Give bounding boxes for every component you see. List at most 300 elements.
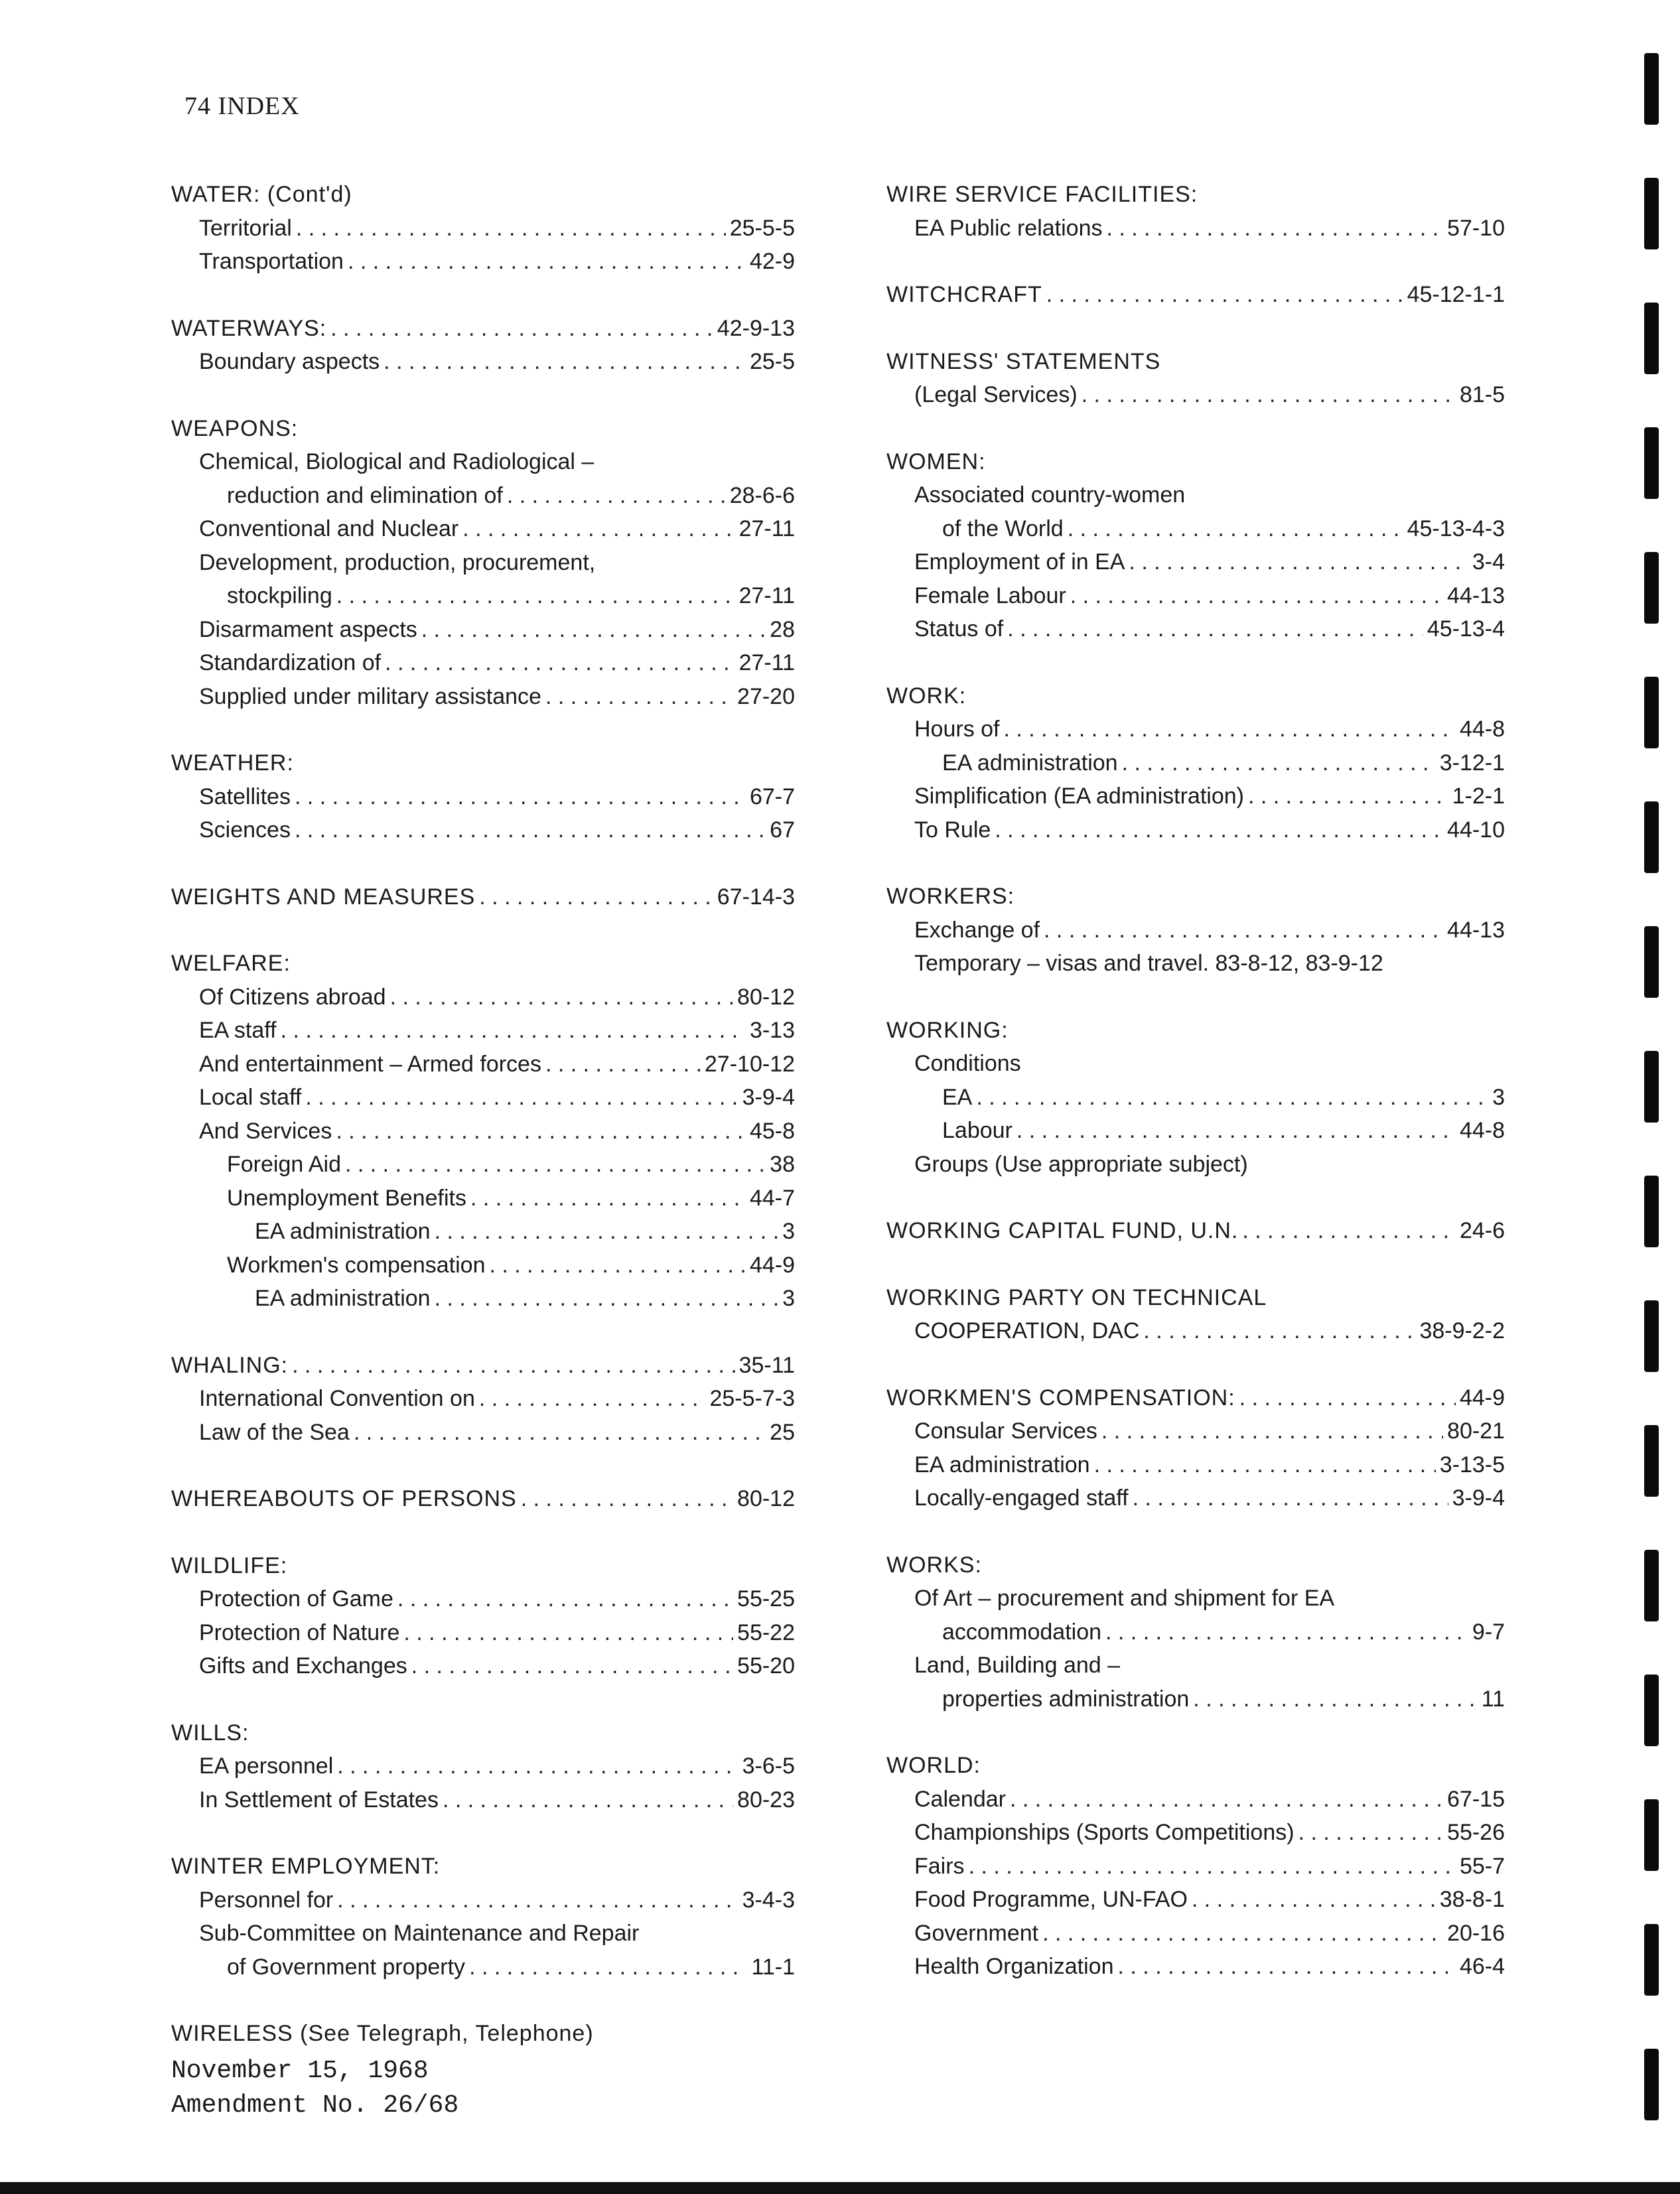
index-reference: 42-9 <box>749 249 795 274</box>
dot-leader <box>1094 1448 1436 1482</box>
index-reference: 3-9-4 <box>1452 1485 1505 1511</box>
index-entry <box>886 1414 1505 1448</box>
index-reference: 55-26 <box>1447 1820 1505 1845</box>
index-term: Exchange of <box>914 917 1040 943</box>
index-entry <box>171 613 795 647</box>
dot-leader <box>1122 746 1436 780</box>
index-term: WHALING: <box>171 1352 289 1378</box>
index-term: Law of the Sea <box>199 1419 350 1445</box>
dot-leader <box>969 1850 1456 1884</box>
index-entry <box>171 1282 795 1316</box>
index-heading <box>171 1349 795 1383</box>
dot-leader <box>1010 1783 1443 1817</box>
index-section <box>171 947 795 1316</box>
index-reference: 44-10 <box>1447 817 1505 843</box>
index-entry <box>171 1115 795 1148</box>
index-entry <box>886 1148 1505 1182</box>
index-reference: 38-9-2-2 <box>1419 1318 1505 1343</box>
index-heading <box>171 1482 795 1516</box>
index-term: And entertainment – Armed forces <box>199 1051 541 1077</box>
index-entry <box>886 1314 1505 1348</box>
index-entry <box>171 1382 795 1416</box>
index-heading <box>171 178 795 212</box>
dot-leader <box>1192 1883 1436 1917</box>
binder-mark <box>1644 1051 1659 1123</box>
index-reference: 45-8 <box>749 1118 795 1144</box>
index-entry <box>886 1883 1505 1917</box>
index-entry <box>886 1816 1505 1850</box>
index-entry <box>886 1783 1505 1817</box>
index-entry <box>886 545 1505 579</box>
index-term: Simplification (EA administration) <box>914 784 1244 809</box>
index-section <box>171 1482 795 1516</box>
index-term: Land, Building and – <box>914 1653 1121 1678</box>
index-section <box>886 1548 1505 1716</box>
index-heading <box>171 746 795 780</box>
index-term: Female Labour <box>914 583 1066 608</box>
index-entry <box>171 1081 795 1115</box>
dot-leader <box>403 1616 733 1650</box>
index-term: Fairs <box>914 1853 965 1879</box>
index-term: WEAPONS: <box>171 415 299 441</box>
dot-leader <box>1107 212 1444 245</box>
index-term: Championships (Sports Competitions) <box>914 1820 1295 1845</box>
index-section <box>171 880 795 914</box>
index-entry <box>886 512 1505 546</box>
index-entry <box>171 1182 795 1215</box>
index-reference: 11 <box>1481 1686 1505 1712</box>
binder-mark <box>1644 178 1659 249</box>
index-term: WORLD: <box>886 1753 981 1778</box>
dot-leader <box>462 512 735 546</box>
index-heading <box>886 1749 1505 1783</box>
binder-mark <box>1644 1300 1659 1372</box>
dot-leader <box>281 1014 746 1048</box>
index-term: Sub-Committee on Maintenance and Repair <box>199 1921 640 1946</box>
dot-leader <box>521 1482 733 1516</box>
dot-leader <box>292 1349 735 1383</box>
index-reference: 45-13-4-3 <box>1407 515 1505 541</box>
index-entry <box>171 1951 795 1984</box>
dot-leader <box>470 1182 746 1215</box>
index-section <box>171 746 795 847</box>
dot-leader <box>336 1115 746 1148</box>
index-term: Transportation <box>199 249 344 274</box>
binder-mark <box>1644 801 1659 873</box>
index-reference: 38 <box>770 1152 795 1177</box>
index-entry <box>171 445 795 479</box>
index-term: Protection of Nature <box>199 1619 400 1645</box>
index-reference: 3 <box>1492 1084 1505 1110</box>
index-reference: 25 <box>770 1419 795 1445</box>
dot-leader <box>337 1884 738 1917</box>
index-entry <box>886 1682 1505 1716</box>
index-heading <box>171 1716 795 1750</box>
index-term: Conditions <box>914 1051 1021 1076</box>
index-entry <box>171 512 795 546</box>
index-entry <box>886 612 1505 646</box>
index-reference: 45-13-4 <box>1427 616 1505 642</box>
dot-leader <box>1143 1314 1415 1348</box>
index-reference: 55-7 <box>1459 1853 1505 1879</box>
index-reference: 80-12 <box>737 1486 795 1511</box>
index-section <box>886 1281 1505 1348</box>
index-term: Conventional and Nuclear <box>199 516 459 541</box>
index-section <box>886 1381 1505 1515</box>
dot-leader <box>507 479 726 513</box>
index-reference: 3-12-1 <box>1439 750 1505 776</box>
index-term: Government <box>914 1920 1039 1946</box>
index-entry <box>886 1582 1505 1615</box>
binder-mark <box>1644 552 1659 624</box>
binder-mark <box>1644 1799 1659 1871</box>
index-reference: 11-1 <box>751 1954 795 1980</box>
index-term: WORKERS: <box>886 884 1015 909</box>
index-entry <box>171 1148 795 1182</box>
index-reference: 35-11 <box>738 1352 795 1378</box>
index-section <box>171 1549 795 1683</box>
index-term: Supplied under military assistance <box>199 683 541 709</box>
dot-leader <box>479 880 713 914</box>
index-heading <box>171 312 795 346</box>
dot-leader <box>489 1249 745 1282</box>
dot-leader <box>1248 780 1448 813</box>
dot-leader <box>385 646 735 680</box>
dot-leader <box>545 680 733 714</box>
index-section <box>886 345 1505 412</box>
index-term: WILDLIFE: <box>171 1552 288 1578</box>
index-section <box>171 2017 795 2051</box>
dot-leader <box>354 1416 766 1450</box>
index-term: reduction and elimination of <box>227 482 503 508</box>
index-term: WILLS: <box>171 1720 249 1746</box>
index-term: EA administration <box>942 750 1118 776</box>
dot-leader <box>1101 1414 1443 1448</box>
index-term: Associated country-women <box>914 482 1186 508</box>
binder-mark <box>1644 303 1659 374</box>
index-reference: 38-8-1 <box>1439 1887 1505 1912</box>
index-term: accommodation <box>942 1619 1102 1645</box>
index-heading <box>171 2017 795 2051</box>
index-reference: 44-7 <box>749 1185 795 1211</box>
dot-leader <box>421 613 766 647</box>
index-term: WELFARE: <box>171 951 291 976</box>
index-reference: 25-5-5 <box>729 215 795 241</box>
index-reference: 3 <box>782 1219 795 1244</box>
index-reference: 25-5-7-3 <box>709 1386 795 1411</box>
index-section <box>886 679 1505 847</box>
index-reference: 80-23 <box>737 1787 795 1813</box>
index-term: Status of <box>914 616 1004 642</box>
dot-leader <box>411 1649 733 1683</box>
index-reference: 3-13-5 <box>1439 1452 1505 1477</box>
index-entry <box>886 1850 1505 1884</box>
index-reference: 28-6-6 <box>729 482 795 508</box>
index-entry <box>886 1448 1505 1482</box>
dot-leader <box>295 813 766 847</box>
dot-leader <box>1007 612 1423 646</box>
index-reference: 44-13 <box>1447 917 1505 943</box>
index-term: COOPERATION, DAC <box>914 1318 1140 1343</box>
index-entry <box>886 1481 1505 1515</box>
index-entry <box>171 479 795 513</box>
index-reference: 27-11 <box>738 516 795 541</box>
dot-leader <box>295 780 746 814</box>
dot-leader <box>1068 512 1403 546</box>
index-entry <box>171 1249 795 1282</box>
index-reference: 27-20 <box>737 683 795 709</box>
dot-leader <box>1129 545 1468 579</box>
index-term: To Rule <box>914 817 991 843</box>
index-reference: 27-10-12 <box>704 1051 795 1077</box>
index-reference: 67-14-3 <box>717 884 795 910</box>
index-section <box>886 1749 1505 1984</box>
dot-leader <box>976 1081 1488 1115</box>
dot-leader <box>1118 1950 1456 1984</box>
index-reference: 25-5 <box>749 349 795 374</box>
index-term: WORKMEN'S COMPENSATION: <box>886 1385 1235 1410</box>
index-term: Labour <box>942 1118 1013 1143</box>
index-entry <box>171 1048 795 1081</box>
dot-leader <box>305 1081 738 1115</box>
index-entry <box>886 478 1505 512</box>
index-term: WORKING: <box>886 1017 1009 1043</box>
index-section <box>886 880 1505 981</box>
index-term: stockpiling <box>227 583 332 608</box>
index-heading <box>886 1214 1505 1248</box>
dot-leader <box>296 212 726 245</box>
dot-leader <box>336 579 735 613</box>
index-reference: 1-2-1 <box>1452 784 1505 809</box>
index-entry <box>171 1616 795 1650</box>
index-reference: 42-9-13 <box>717 315 795 341</box>
dot-leader <box>479 1382 706 1416</box>
index-column-left <box>171 178 795 2084</box>
dot-leader <box>384 345 746 379</box>
index-term: Satellites <box>199 784 291 809</box>
index-entry <box>886 780 1505 813</box>
index-section <box>171 412 795 714</box>
index-section <box>886 178 1505 245</box>
index-heading <box>886 1281 1505 1315</box>
index-term: Local staff <box>199 1085 302 1110</box>
index-heading <box>886 278 1505 312</box>
index-reference: 3-6-5 <box>742 1753 795 1779</box>
index-term: of the World <box>942 515 1064 541</box>
index-reference: 3-13 <box>749 1018 795 1043</box>
index-reference: 55-22 <box>737 1619 795 1645</box>
index-term: EA <box>942 1084 973 1110</box>
index-entry <box>171 1649 795 1683</box>
index-entry <box>886 1649 1505 1682</box>
index-term: Unemployment Benefits <box>227 1185 466 1211</box>
index-term: EA personnel <box>199 1753 334 1779</box>
index-reference: 55-25 <box>737 1586 795 1611</box>
page-header: 74 INDEX <box>184 92 300 120</box>
index-term: properties administration <box>942 1686 1190 1712</box>
binder-mark <box>1644 1425 1659 1497</box>
footer-date: November 15, 1968 <box>171 2057 429 2085</box>
index-entry <box>171 780 795 814</box>
index-reference: 3-4-3 <box>742 1887 795 1913</box>
dot-leader <box>1044 914 1443 947</box>
index-entry <box>171 1215 795 1249</box>
dot-leader <box>1133 1481 1448 1515</box>
index-heading <box>171 412 795 446</box>
binder-mark <box>1644 1924 1659 1996</box>
index-term: WIRELESS (See Telegraph, Telephone) <box>171 2021 594 2046</box>
index-section <box>886 445 1505 646</box>
index-entry <box>171 579 795 613</box>
index-term: EA administration <box>255 1219 431 1244</box>
index-entry <box>171 1014 795 1048</box>
index-term: Hours of <box>914 717 1000 742</box>
index-term: Workmen's compensation <box>227 1252 486 1278</box>
index-term: WORKING CAPITAL FUND, U.N. <box>886 1218 1239 1243</box>
index-entry <box>171 1582 795 1616</box>
index-term: WITCHCRAFT <box>886 282 1042 307</box>
index-section <box>171 1349 795 1450</box>
index-term: Health Organization <box>914 1954 1114 1979</box>
index-entry <box>886 1047 1505 1081</box>
index-reference: 81-5 <box>1459 382 1505 407</box>
dot-leader <box>390 981 733 1014</box>
dot-leader <box>469 1951 747 1984</box>
index-term: Food Programme, UN-FAO <box>914 1887 1188 1912</box>
binder-mark <box>1644 1675 1659 1746</box>
index-reference: 46-4 <box>1459 1954 1505 1979</box>
dot-leader <box>545 1048 701 1081</box>
index-reference: 44-9 <box>749 1252 795 1278</box>
index-entry <box>886 713 1505 746</box>
dot-leader <box>1070 579 1443 613</box>
index-reference: 80-21 <box>1447 1418 1505 1444</box>
binder-mark <box>1644 677 1659 748</box>
dot-leader <box>435 1215 778 1249</box>
dot-leader <box>1042 1917 1443 1951</box>
index-entry <box>171 1884 795 1917</box>
dot-leader <box>1298 1816 1443 1850</box>
index-term: Employment of in EA <box>914 549 1125 575</box>
index-entry <box>886 1081 1505 1115</box>
index-term: Of Art – procurement and shipment for EA <box>914 1586 1335 1611</box>
index-term: WITNESS' STATEMENTS <box>886 348 1161 374</box>
index-reference: 44-8 <box>1459 717 1505 742</box>
index-term: Gifts and Exchanges <box>199 1653 407 1679</box>
index-entry <box>886 1114 1505 1148</box>
index-heading <box>171 947 795 981</box>
dot-leader <box>1242 1214 1456 1248</box>
index-reference: 55-20 <box>737 1653 795 1679</box>
index-term: Standardization of <box>199 650 382 675</box>
index-entry <box>886 947 1505 981</box>
index-term: Personnel for <box>199 1887 334 1913</box>
binder-mark <box>1644 926 1659 998</box>
index-column-right <box>886 178 1505 2017</box>
index-term: WHEREABOUTS OF PERSONS <box>171 1486 517 1511</box>
index-term: WORKING PARTY ON TECHNICAL <box>886 1284 1267 1310</box>
index-section <box>886 278 1505 312</box>
index-heading <box>886 445 1505 479</box>
index-entry <box>171 813 795 847</box>
footer <box>171 2054 458 2123</box>
index-entry <box>171 245 795 279</box>
index-heading <box>171 1850 795 1884</box>
dot-leader <box>1004 713 1456 746</box>
index-reference: 28 <box>770 616 795 642</box>
page-bottom-edge <box>0 2182 1680 2194</box>
dot-leader <box>348 245 746 279</box>
index-reference: 27-11 <box>738 583 795 608</box>
index-heading <box>886 178 1505 212</box>
dot-leader <box>1193 1682 1477 1716</box>
index-section <box>171 1850 795 1984</box>
index-reference: 3 <box>782 1286 795 1311</box>
index-reference: 44-8 <box>1459 1118 1505 1143</box>
index-term: International Convention on <box>199 1386 475 1411</box>
dot-leader <box>435 1282 778 1316</box>
index-term: of Government property <box>227 1954 466 1980</box>
index-heading <box>886 1014 1505 1048</box>
dot-leader <box>345 1148 766 1182</box>
index-entry <box>171 1783 795 1817</box>
index-heading <box>886 880 1505 914</box>
index-term: Foreign Aid <box>227 1152 341 1177</box>
index-section <box>886 1214 1505 1248</box>
index-term: Temporary – visas and travel. 83-8-12, 83-9-12 <box>914 951 1383 976</box>
dot-leader <box>397 1582 733 1616</box>
binder-mark <box>1644 427 1659 499</box>
index-term: Territorial <box>199 215 292 241</box>
index-section <box>171 1716 795 1817</box>
index-reference: 80-12 <box>737 984 795 1010</box>
index-entry <box>886 813 1505 847</box>
index-term: EA Public relations <box>914 215 1103 241</box>
index-reference: 45-12-1-1 <box>1407 282 1505 307</box>
index-term: (Legal Services) <box>914 382 1078 407</box>
binder-mark <box>1644 1176 1659 1247</box>
index-term: WEIGHTS AND MEASURES <box>171 884 476 910</box>
index-term: WORKS: <box>886 1552 982 1578</box>
index-entry <box>886 746 1505 780</box>
index-term: WIRE SERVICE FACILITIES: <box>886 182 1198 207</box>
index-term: EA administration <box>914 1452 1090 1477</box>
index-heading <box>886 1381 1505 1415</box>
index-term: Sciences <box>199 817 291 843</box>
dot-leader <box>443 1783 733 1817</box>
index-term: EA administration <box>255 1286 431 1311</box>
index-term: WEATHER: <box>171 750 294 776</box>
index-entry <box>886 1950 1505 1984</box>
index-entry <box>171 345 795 379</box>
footer-amendment: Amendment No. 26/68 <box>171 2091 459 2120</box>
index-term: Development, production, procurement, <box>199 549 596 575</box>
binder-mark <box>1644 53 1659 125</box>
index-entry <box>886 1917 1505 1951</box>
index-entry <box>171 1749 795 1783</box>
index-reference: 3-9-4 <box>742 1085 795 1110</box>
index-section <box>171 178 795 279</box>
index-entry <box>886 1615 1505 1649</box>
index-reference: 20-16 <box>1447 1920 1505 1946</box>
index-entry <box>171 646 795 680</box>
index-heading <box>886 345 1505 379</box>
index-section <box>886 1014 1505 1182</box>
index-reference: 3-4 <box>1472 549 1505 575</box>
index-term: Chemical, Biological and Radiological – <box>199 449 595 474</box>
dot-leader <box>1239 1381 1456 1415</box>
index-term: Groups (Use appropriate subject) <box>914 1151 1248 1177</box>
